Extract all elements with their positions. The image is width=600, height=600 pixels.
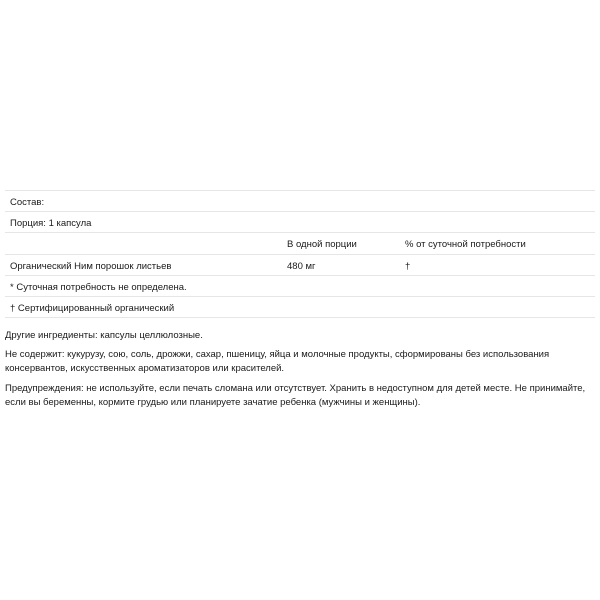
ingredient-daily-value: †: [405, 261, 411, 272]
ingredient-row: [5, 255, 595, 276]
ingredient-amount: 480 мг: [287, 261, 316, 272]
footnote-organic-row: [5, 297, 595, 318]
free-from-text: Не содержит: кукурузу, сою, соль, дрожжи, сахар, пшеницу, яйца и молочные продукты, сформированы без использования консервантов, искусственных ароматизаторов или красителей.: [5, 349, 550, 374]
daily-value-header: % от суточной потребности: [405, 239, 526, 250]
supplement-facts-table: [5, 190, 595, 318]
serving-size-row: [5, 212, 595, 233]
warnings-text: Предупреждения: не используйте, если печать сломана или отсутствует. Хранить в недоступном для детей месте. Не принимайте, если вы беременны, кормите грудью или планируете зачатие ребенка (мужчины и женщины).: [5, 383, 586, 408]
facts-title-row: [5, 191, 595, 212]
other-ingredients-text: Другие ингредиенты: капсулы целлюлозные.: [5, 330, 203, 341]
footnote-organic: † Сертифицированный органический: [10, 303, 175, 314]
per-serving-header: В одной порции: [287, 239, 357, 250]
footnote-daily-value: * Суточная потребность не определена.: [10, 282, 187, 293]
facts-title: Состав:: [10, 197, 45, 208]
footnote-daily-row: [5, 276, 595, 297]
column-header-row: [5, 233, 595, 255]
ingredient-name: Органический Ним порошок листьев: [10, 261, 172, 272]
serving-size: Порция: 1 капсула: [10, 218, 92, 229]
